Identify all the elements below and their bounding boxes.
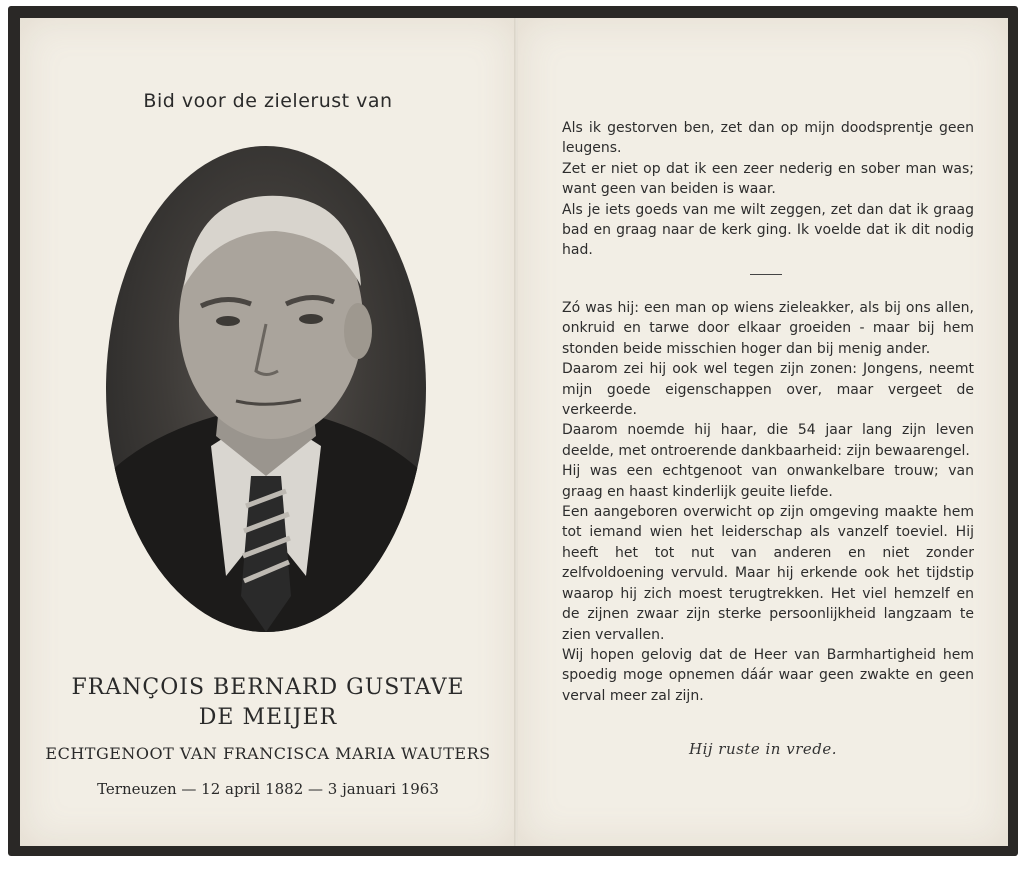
poem-paragraph: Als je iets goeds van me wilt zeggen, zet dan dat ik graag bad en graag naar de kerk ging. Ik voelde dat ik dit nodig had. [562,201,974,259]
tribute-paragraph: Daarom noemde hij haar, die 54 jaar lang zijn leven deelde, met ontroerende dankbaarheid: zijn bewaarengel. [562,422,974,459]
tribute-paragraph: Daarom zei hij ook wel tegen zijn zonen: Jongens, neemt mijn goede eigenschappen over, maar vergeet de verkeerde. [562,361,974,419]
spouse-line: ECHTGENOOT VAN FRANCISCA MARIA WAUTERS [45,744,491,763]
deceased-name-line-1: FRANÇOIS BERNARD GUSTAVE [71,675,465,700]
section-divider [750,274,782,275]
right-page [518,18,1008,846]
dates-line: Terneuzen — 12 april 1882 — 3 januari 1963 [97,780,439,798]
memorial-card [8,6,1018,856]
tribute-paragraph: Wij hopen gelovig dat de Heer van Barmhartigheid hem spoedig moge opnemen dáár waar geen zwakte en geen verval meer zal zijn. [562,646,974,704]
prayer-heading: Bid voor de zielerust van [143,90,393,112]
tribute-paragraph: Zó was hij: een man op wiens zieleakker, als bij ons allen, onkruid en tarwe door elkaar groeiden - maar bij hem stonden beide misschien hoger dan bij menig ander. [562,300,974,357]
left-page [20,18,516,846]
poem-paragraph: Zet er niet op dat ik een zeer nederig en sober man was; want geen van beiden is waar. [562,160,974,198]
tribute-block [562,298,974,706]
portrait-photo [106,146,426,632]
deceased-name-line-2: DE MEIJER [198,705,338,730]
tribute-paragraph: Hij was een echtgenoot van onwankelbare trouw; van graag en haast kinderlijk geuite liefde. [562,463,974,500]
tribute-paragraph: Een aangeboren overwicht op zijn omgeving maakte hem tot iemand wien het leiderschap als vanzelf toeviel. Hij heeft het tot nut van anderen en niet zonder zelfvoldoening vervuld. Maar hij erkende ook het tijdstip waarop hij zich moest terugtrekken. Het viel hemzelf en de zijnen zwaar zijn sterke persoonlijkheid langzaam te zien vervallen. [562,504,974,643]
portrait-illustration [106,146,426,632]
closing-blessing: Hij ruste in vrede. [689,740,837,758]
poem-block [562,118,974,261]
poem-paragraph: Als ik gestorven ben, zet dan op mijn doodsprentje geen leugens. [562,120,974,157]
